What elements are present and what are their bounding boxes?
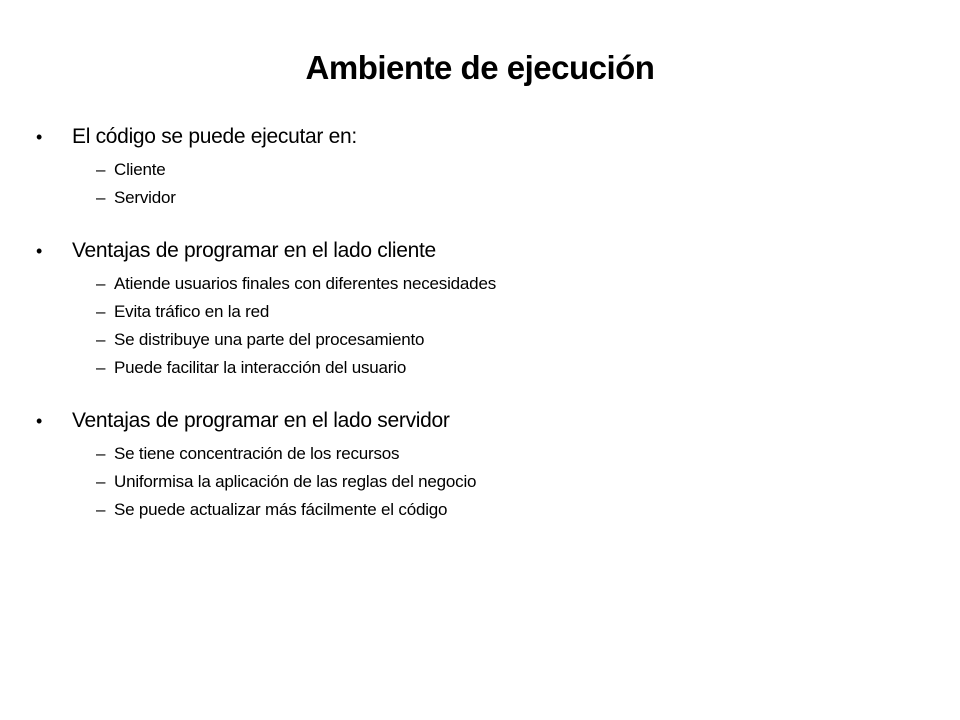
dash-icon: –: [96, 302, 106, 321]
bullet-icon: •: [36, 241, 43, 261]
section-server-advantages: [34, 402, 914, 524]
sub-item-text: Servidor: [114, 188, 176, 207]
sub-item: [96, 184, 914, 212]
sub-item-text: Evita tráfico en la red: [114, 302, 270, 321]
sub-item-text: Se tiene concentración de los recursos: [114, 444, 400, 463]
sub-list: [96, 156, 914, 212]
dash-icon: –: [96, 330, 106, 349]
sub-list: [96, 270, 914, 382]
bullet-item: [34, 118, 914, 156]
dash-icon: –: [96, 472, 106, 491]
sub-item: [96, 298, 914, 326]
dash-icon: –: [96, 274, 106, 293]
dash-icon: –: [96, 358, 106, 377]
bullet-text: Ventajas de programar en el lado servidor: [72, 409, 450, 432]
dash-icon: –: [96, 188, 106, 207]
sub-item-text: Se distribuye una parte del procesamiento: [114, 330, 425, 349]
sub-item-text: Uniformisa la aplicación de las reglas del negocio: [114, 472, 477, 491]
sub-list: [96, 440, 914, 524]
section-execution: [34, 118, 914, 212]
sub-item: [96, 354, 914, 382]
bullet-icon: •: [36, 411, 43, 431]
sub-item: [96, 440, 914, 468]
dash-icon: –: [96, 444, 106, 463]
sub-item-text: Cliente: [114, 160, 166, 179]
sub-item: [96, 156, 914, 184]
sub-item: [96, 468, 914, 496]
slide-title: Ambiente de ejecución: [305, 49, 655, 86]
bullet-text: El código se puede ejecutar en:: [72, 125, 357, 148]
sub-item-text: Atiende usuarios finales con diferentes necesidades: [114, 274, 496, 293]
bullet-list: [34, 118, 914, 544]
sub-item: [96, 326, 914, 354]
sub-item: [96, 496, 914, 524]
sub-item-text: Se puede actualizar más fácilmente el código: [114, 500, 448, 519]
section-client-advantages: [34, 232, 914, 382]
dash-icon: –: [96, 500, 106, 519]
dash-icon: –: [96, 160, 106, 179]
bullet-item: [34, 232, 914, 270]
bullet-item: [34, 402, 914, 440]
sub-item: [96, 270, 914, 298]
sub-item-text: Puede facilitar la interacción del usuario: [114, 358, 407, 377]
bullet-icon: •: [36, 127, 43, 147]
bullet-text: Ventajas de programar en el lado cliente: [72, 239, 436, 262]
